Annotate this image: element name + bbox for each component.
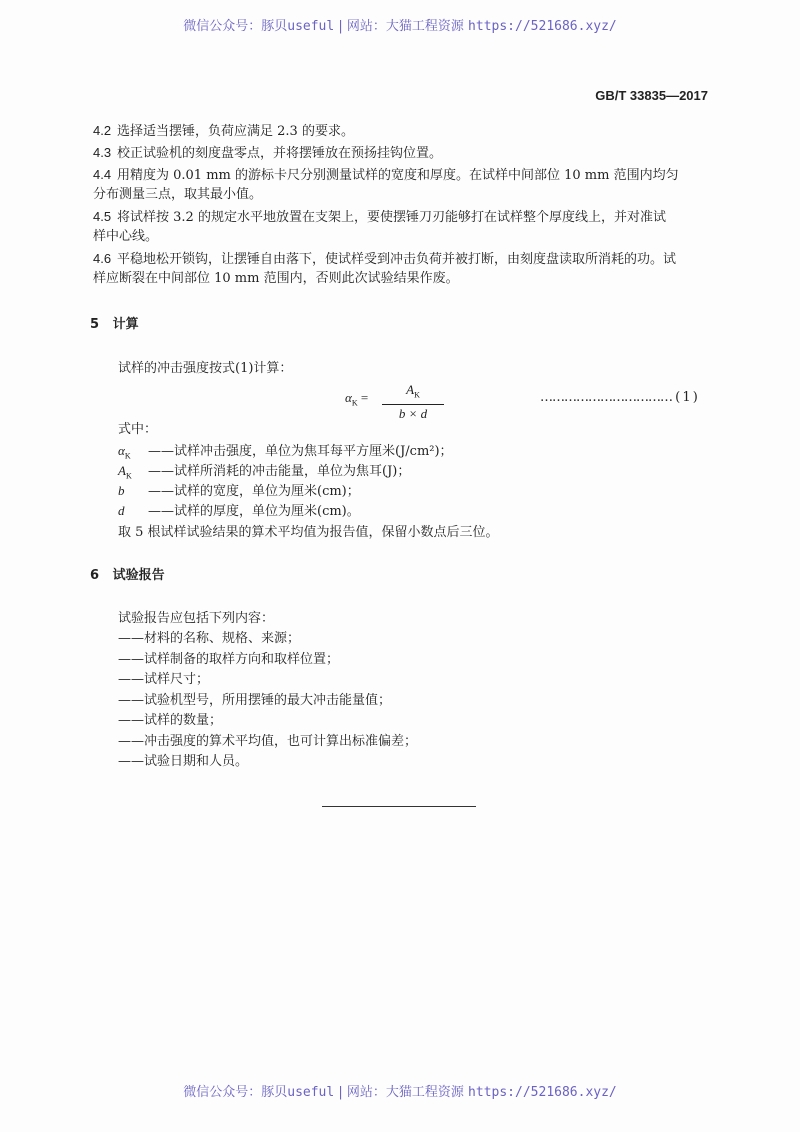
definition-text: ——试样冲击强度，单位为焦耳每平方厘米(J/cm²)；: [148, 444, 453, 459]
leader-dots: ……………………………: [540, 390, 672, 405]
watermark-brand: useful: [287, 19, 335, 34]
watermark-bottom: [0, 1085, 800, 1101]
report-item: ——试样的数量；: [118, 713, 223, 728]
numerator-subscript: K: [414, 390, 420, 400]
definition-row: [118, 483, 360, 505]
symbol: [118, 443, 148, 465]
standard-number: GB/T 33835—2017: [595, 88, 708, 103]
section-5-heading: [90, 317, 139, 333]
section-title: 计算: [112, 317, 139, 332]
clause-text: 平稳地松开锁钩，让摆锤自由落下，使试样受到冲击负荷并被打断，由刻度盘读取所消耗的功。试: [117, 252, 677, 267]
symbol-subscript: K: [125, 471, 132, 481]
formula-fraction: [382, 382, 444, 423]
end-rule: [322, 806, 476, 807]
clause-number: 4.2: [93, 123, 112, 138]
numerator: [382, 382, 444, 405]
watermark-sep: |: [338, 19, 343, 34]
symbol: [118, 483, 148, 505]
watermark-site: 网站：大猫工程资源: [346, 19, 464, 34]
definition-text: ——试样的厚度，单位为厘米(cm)。: [148, 504, 360, 519]
clause-line: [93, 167, 679, 184]
symbol-subscript: K: [124, 451, 131, 461]
clause-number: 4.4: [93, 167, 112, 182]
section-title: 试验报告: [112, 568, 165, 583]
clause-line: 样中心线。: [93, 229, 159, 244]
lhs-subscript: K: [351, 398, 358, 408]
equation-label: ( 1 ): [675, 390, 697, 405]
watermark-prefix: 微信公众号：豚贝: [183, 1085, 288, 1100]
symbol: [118, 503, 148, 525]
lhs-symbol: α: [345, 390, 352, 405]
definition-row: [118, 443, 453, 465]
watermark-site: 网站：大猫工程资源: [346, 1085, 464, 1100]
report-item: ——试验机型号，所用摆锤的最大冲击能量值；: [118, 692, 392, 708]
equals-sign: =: [360, 390, 369, 405]
result-note: 取 5 根试样试验结果的算术平均值为报告值，保留小数点后三位。: [118, 525, 499, 540]
report-intro: 试验报告应包括下列内容：: [118, 611, 275, 626]
symbol-letter: b: [118, 483, 125, 498]
clause-line: 分布测量三点，取其最小值。: [93, 187, 263, 202]
report-item: ——试验日期和人员。: [118, 754, 249, 769]
clause-text: 用精度为 0.01 mm 的游标卡尺分别测量试样的宽度和厚度。在试样中间部位 10 mm 范围内均匀: [117, 168, 679, 183]
symbol-letter: A: [118, 463, 126, 478]
formula-lhs: [345, 390, 368, 412]
section-number: 6: [90, 568, 100, 583]
clause-line: 样应断裂在中间部位 10 mm 范围内，否则此次试验结果作废。: [93, 271, 459, 286]
watermark-brand: useful: [287, 1085, 335, 1100]
section-6-heading: [90, 568, 165, 584]
symbol: [118, 463, 148, 485]
clause-text: 选择适当摆锤，负荷应满足 2.3 的要求。: [117, 124, 354, 139]
clause-line: [93, 123, 354, 140]
watermark-top: [0, 19, 800, 35]
numerator-symbol: A: [406, 382, 415, 397]
symbol-letter: α: [118, 443, 125, 458]
definition-row: [118, 503, 360, 525]
report-item: ——试样尺寸；: [118, 672, 210, 687]
clause-text: 校正试验机的刻度盘零点，并将摆锤放在预扬挂钩位置。: [117, 146, 443, 161]
watermark-url: https://521686.xyz/: [468, 1085, 617, 1100]
report-item: ——冲击强度的算术平均值，也可计算出标准偏差；: [118, 733, 418, 749]
report-item: ——试样制备的取样方向和取样位置；: [118, 651, 340, 667]
definition-text: ——试样所消耗的冲击能量，单位为焦耳(J)；: [148, 464, 411, 479]
watermark-prefix: 微信公众号：豚贝: [183, 19, 288, 34]
clause-line: [93, 209, 666, 226]
watermark-url: https://521686.xyz/: [468, 19, 617, 34]
denominator: b × d: [398, 405, 428, 421]
calc-intro: 试样的冲击强度按式(1)计算：: [118, 361, 293, 376]
clause-number: 4.3: [93, 145, 112, 160]
formula-leader: [540, 390, 697, 406]
symbol-letter: d: [118, 503, 125, 518]
definition-row: [118, 463, 410, 485]
where-label: 式中：: [118, 422, 158, 437]
definition-text: ——试样的宽度，单位为厘米(cm)；: [148, 484, 360, 499]
section-number: 5: [90, 317, 100, 332]
clause-text: 将试样按 3.2 的规定水平地放置在支架上，要使摆锤刀刃能够打在试样整个厚度线上，并对准试: [117, 210, 666, 225]
report-item: ——材料的名称、规格、来源；: [118, 631, 301, 646]
clause-number: 4.6: [93, 251, 112, 266]
clause-number: 4.5: [93, 209, 112, 224]
clause-line: [93, 251, 676, 268]
watermark-sep: |: [338, 1085, 343, 1100]
clause-line: [93, 145, 442, 162]
